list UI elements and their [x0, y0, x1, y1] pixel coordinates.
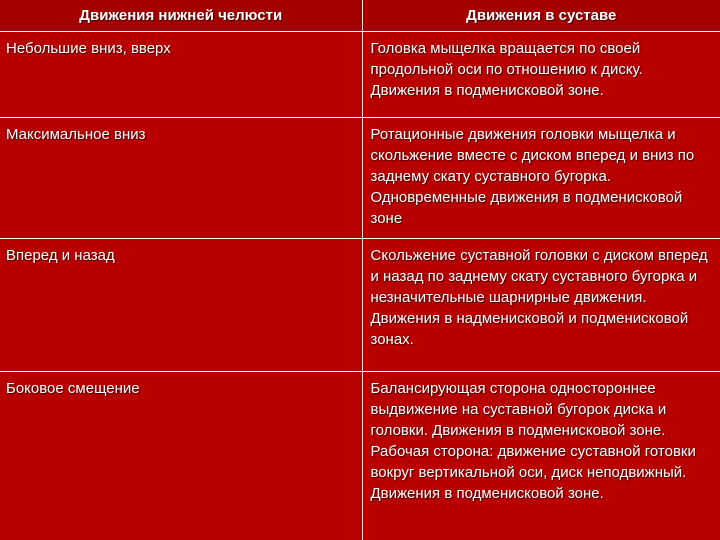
header-joint-movements: Движения в суставе — [362, 0, 720, 32]
cell-jaw-movement: Боковое смещение — [0, 372, 362, 540]
cell-jaw-movement: Максимальное вниз — [0, 118, 362, 239]
cell-joint-movement: Скольжение суставной головки с диском вперед и назад по заднему скату суставного бугорка и незначительные шарнирные движения. Движения в надменисковой и подменисковой зонах. — [362, 239, 720, 372]
header-jaw-movements: Движения нижней челюсти — [0, 0, 362, 32]
cell-joint-movement: Ротационные движения головки мыщелка и скольжение вместе с диском вперед и вниз по заднему скату суставного бугорка. Одновременные движения в подменисковой зоне — [362, 118, 720, 239]
cell-joint-movement: Головка мыщелка вращается по своей продольной оси по отношению к диску. Движения в подменисковой зоне. — [362, 32, 720, 118]
cell-jaw-movement: Небольшие вниз, вверх — [0, 32, 362, 118]
cell-jaw-movement: Вперед и назад — [0, 239, 362, 372]
table-row — [0, 372, 720, 540]
header-row — [0, 0, 720, 32]
table-row — [0, 32, 720, 118]
table-row — [0, 118, 720, 239]
table-row — [0, 239, 720, 372]
cell-joint-movement: Балансирующая сторона одностороннее выдвижение на суставной бугорок диска и головки. Движения в подменисковой зоне. Рабочая сторона: движение суставной готовки вокруг вертикальной оси, диск неподвижный. Движения в подменисковой зоне. — [370, 380, 696, 502]
